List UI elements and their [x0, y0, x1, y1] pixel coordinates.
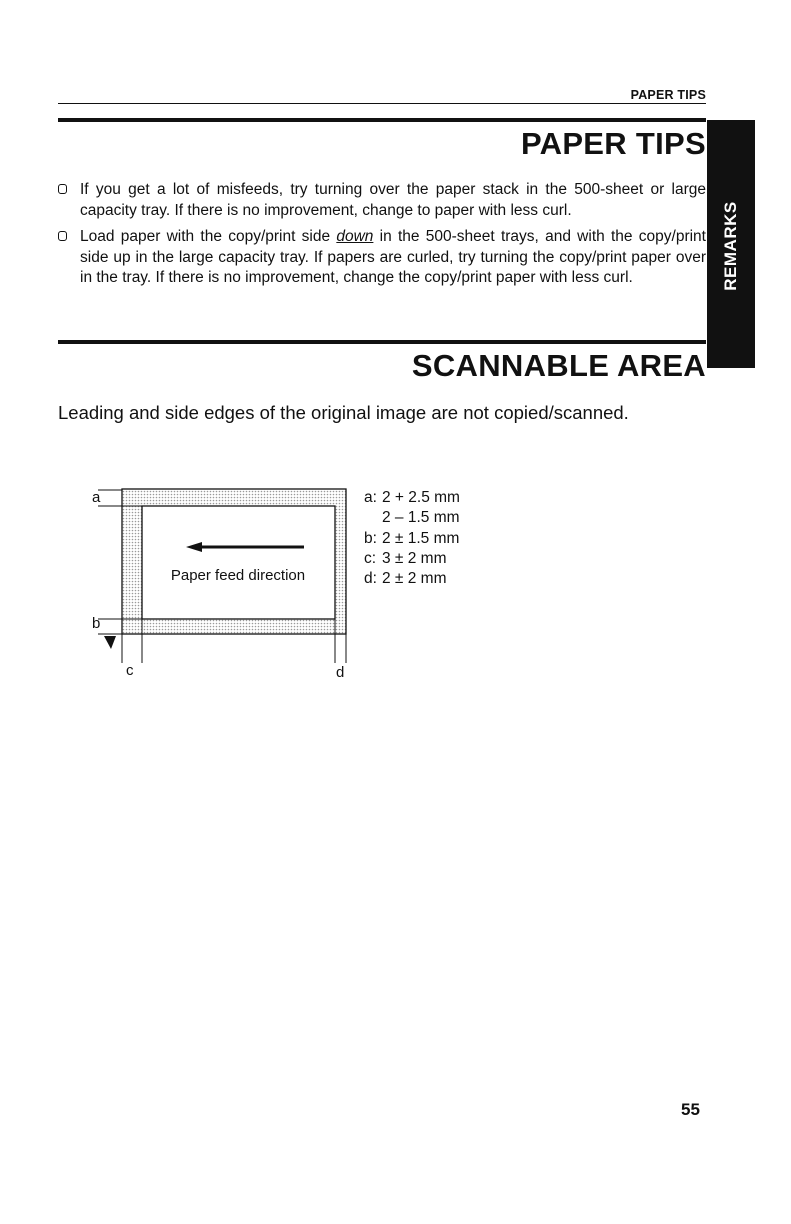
spec-key: b:	[364, 529, 377, 547]
paper-tip-item	[58, 227, 706, 289]
paper-tips-title: PAPER TIPS	[520, 126, 706, 161]
paper-tip-text-before: Load paper with the copy/print side	[80, 228, 337, 245]
spec-row	[364, 549, 460, 569]
margin-spec-list	[364, 488, 460, 589]
marker-a: a	[92, 489, 101, 506]
paper-tip-text: If you get a lot of misfeeds, try turning over the paper stack in the 500-sheet or large capacity tray. If there is no improvement, change to paper with less curl.	[80, 181, 706, 219]
marker-c: c	[126, 662, 134, 679]
spec-row	[364, 529, 460, 549]
spec-row	[364, 508, 460, 528]
remarks-side-tab[interactable]	[707, 120, 755, 368]
checkbox-bullet-icon	[58, 231, 67, 241]
paper-tip-text-after: in the 500-sheet trays, and with the copy/print side up in the large capacity tray. If papers are curled, try turning the copy/print paper over in the tray. If there is no improvement, change the copy/print paper with less curl.	[80, 228, 706, 286]
paper-tip-item	[58, 180, 706, 221]
marker-b-pointer-icon	[104, 636, 116, 649]
spec-value: 2 + 2.5 mm	[382, 489, 460, 506]
spec-row	[364, 488, 460, 508]
spec-value: 2 ± 1.5 mm	[382, 529, 460, 547]
paper-tips-list	[58, 180, 706, 295]
scannable-area-title: SCANNABLE AREA	[411, 348, 706, 383]
paper-tips-rule	[58, 118, 706, 122]
spec-value: 3 ± 2 mm	[382, 549, 447, 567]
scan-area-box	[142, 506, 335, 619]
spec-key: a:	[364, 489, 377, 506]
remarks-tab-label: REMARKS	[721, 201, 740, 291]
spec-value: 2 – 1.5 mm	[382, 509, 460, 527]
marker-d: d	[336, 664, 345, 681]
marker-b: b	[92, 615, 101, 632]
spec-row	[364, 569, 460, 589]
scannable-area-rule	[58, 340, 706, 344]
scannable-area-diagram	[80, 478, 360, 683]
scannable-area-intro: Leading and side edges of the original image are not copied/scanned.	[58, 402, 629, 423]
running-header	[58, 88, 706, 104]
feed-direction-label: Paper feed direction	[170, 567, 306, 584]
spec-value: 2 ± 2 mm	[382, 570, 447, 588]
running-header-title: PAPER TIPS	[630, 88, 706, 102]
page-number: 55	[681, 1100, 700, 1119]
spec-key: d:	[364, 570, 377, 588]
checkbox-bullet-icon	[58, 184, 67, 194]
spec-key: c:	[364, 549, 377, 567]
paper-tip-emphasis: down	[336, 228, 374, 245]
